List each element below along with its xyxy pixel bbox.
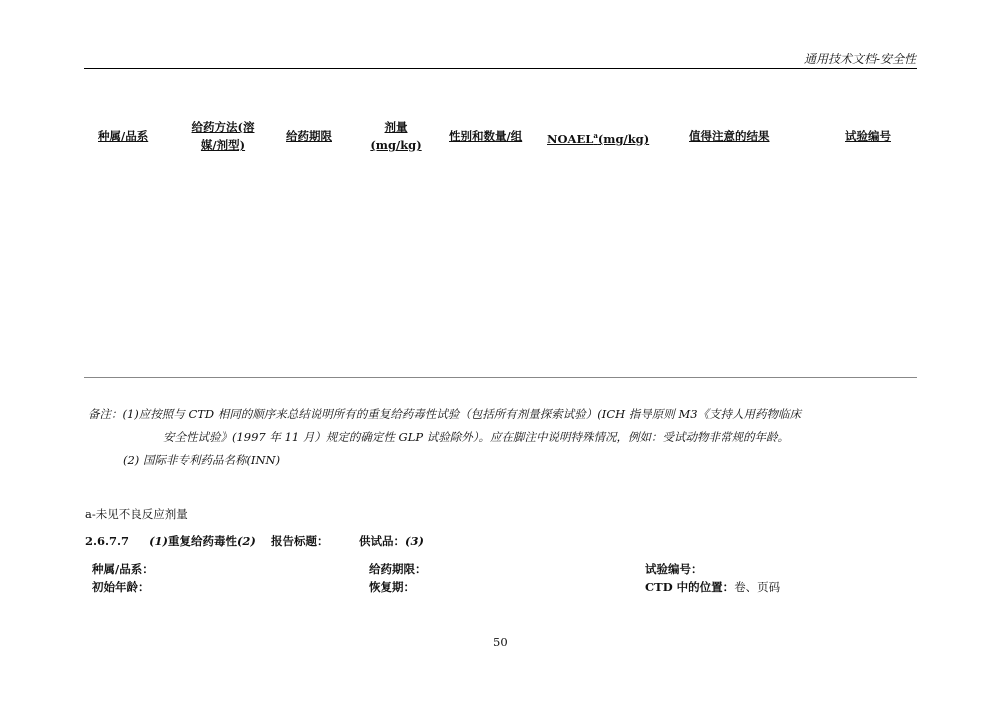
ctd-label: CTD 中的位置：	[645, 580, 735, 594]
note-line-1: 备注：(1)应按照与 CTD 相同的顺序来总结说明所有的重复给药毒性试验（包括所有剂量探索试验）(ICH 指导原则 M3《支持人用药物临床	[88, 407, 802, 421]
noael-unit: (mg/kg)	[597, 131, 650, 146]
test-article	[359, 533, 424, 549]
header-rule	[84, 68, 917, 69]
section-ref-2: (2)	[236, 534, 256, 548]
col-dose-l1: 剂量	[384, 120, 408, 134]
report-title-label: 报告标题：	[271, 534, 329, 548]
test-article-ref: (3)	[405, 534, 424, 548]
note-line-2: 安全性试验》(1997 年 11 月）规定的确定性 GLP 试验除外）。应在脚注中说明特殊情况，例如：受试动物非常规的年龄。	[163, 430, 789, 444]
section-number: 2.6.7.7	[85, 534, 130, 548]
col-species: 种属/品系	[98, 129, 149, 143]
col-route-l1: 给药方法(溶	[191, 120, 255, 134]
section-ref-1: (1)	[149, 534, 168, 548]
ctd-value: 卷、页码	[734, 580, 781, 594]
col-dose-l2: (mg/kg)	[370, 138, 422, 152]
section-title: 重复给药毒性	[167, 534, 237, 548]
field-recovery: 恢复期：	[369, 580, 415, 594]
footnote-a: a-未见不良反应剂量	[85, 507, 188, 521]
section-heading	[85, 533, 256, 549]
noael-label: NOAEL	[547, 131, 594, 146]
col-duration: 给药期限	[286, 129, 332, 143]
table-bottom-rule	[84, 377, 917, 378]
col-route-l2: 媒/剂型)	[200, 138, 246, 152]
field-duration: 给药期限：	[369, 562, 427, 576]
col-findings: 值得注意的结果	[689, 129, 770, 143]
test-article-label: 供试品：	[359, 534, 405, 548]
col-sex-number: 性别和数量/组	[449, 129, 523, 143]
noael-sup: a	[593, 131, 598, 140]
field-species: 种属/品系：	[92, 562, 154, 576]
col-route	[183, 118, 263, 154]
col-noael	[547, 127, 649, 148]
col-study-no: 试验编号	[845, 129, 891, 143]
field-age: 初始年龄：	[92, 580, 150, 594]
col-dose	[366, 118, 426, 154]
field-ctd-location	[645, 579, 780, 595]
running-header: 通用技术文档-安全性	[803, 52, 916, 66]
field-study-no: 试验编号：	[645, 562, 703, 576]
note-line-3: (2) 国际非专利药品名称(INN)	[123, 453, 281, 467]
page-number: 50	[493, 635, 508, 649]
